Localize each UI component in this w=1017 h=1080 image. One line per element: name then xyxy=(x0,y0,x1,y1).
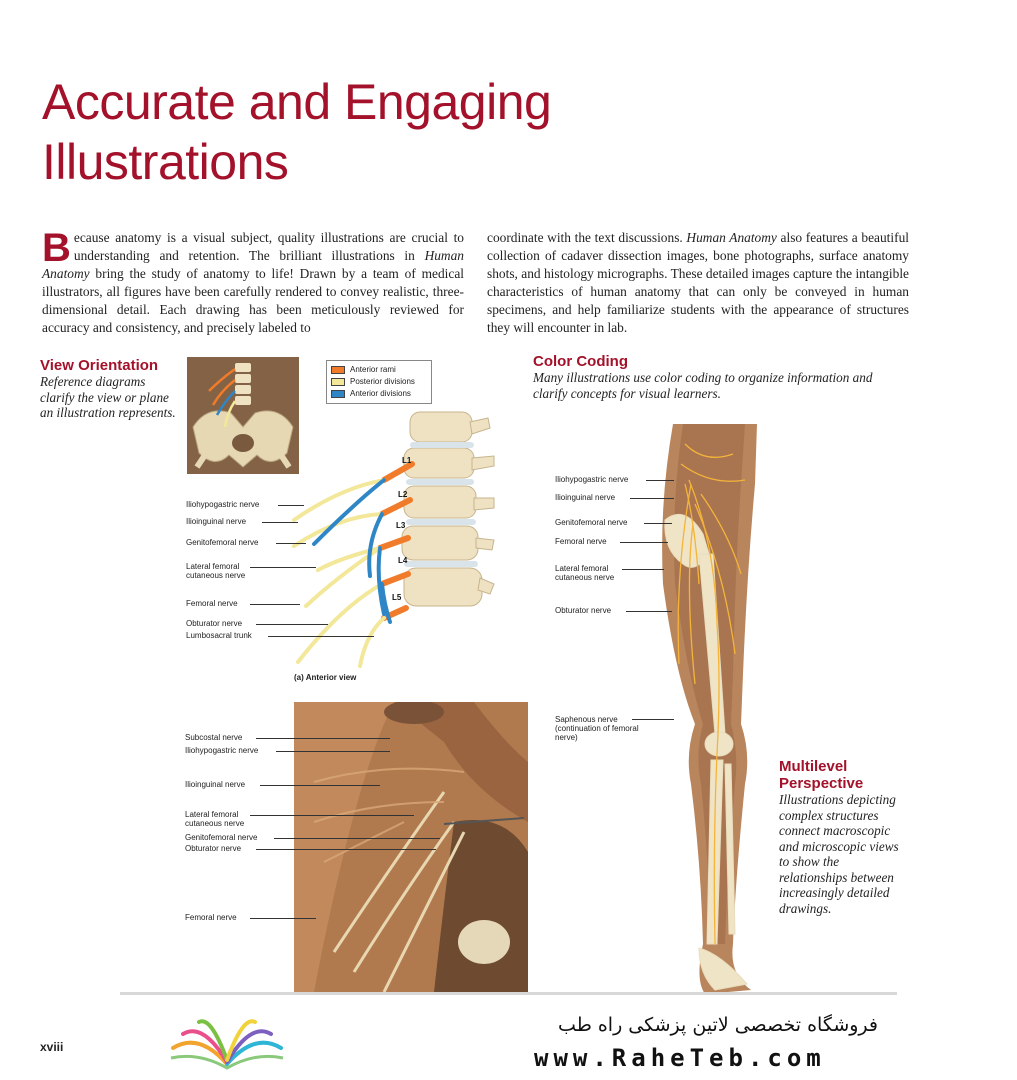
legend-swatch-yellow xyxy=(331,378,345,386)
level-label-l2: L2 xyxy=(398,490,408,499)
leader-line xyxy=(268,636,374,637)
leg-label: Genitofemoral nerve xyxy=(555,518,628,527)
panel-bottom-edge xyxy=(120,992,897,995)
intro-paragraph-2 xyxy=(487,229,909,337)
book-title-1: Human Anatomy xyxy=(42,248,464,281)
cadaver-label: Femoral nerve xyxy=(185,913,237,922)
store-url[interactable]: www.RaheTeb.com xyxy=(534,1044,826,1072)
view-orientation-heading: View Orientation xyxy=(40,357,159,374)
fig-a-label: Genitofemoral nerve xyxy=(186,538,259,547)
leader-line xyxy=(250,918,316,919)
page-title xyxy=(42,72,682,192)
drop-cap: B xyxy=(42,226,71,270)
intro-paragraph-1 xyxy=(42,226,464,337)
page-number: xviii xyxy=(40,1040,64,1054)
color-coding-text: Many illustrations use color coding to organize information and clarify concepts for visual learners. xyxy=(533,370,873,401)
legend-label: Anterior rami xyxy=(350,365,396,374)
legend-swatch-orange xyxy=(331,366,345,374)
color-coding-heading: Color Coding xyxy=(533,353,628,370)
leg-label: Obturator nerve xyxy=(555,606,612,615)
leader-line xyxy=(256,624,328,625)
level-label-l5: L5 xyxy=(392,593,402,602)
legend-swatch-blue xyxy=(331,390,345,398)
leader-line xyxy=(256,849,436,850)
leader-line xyxy=(274,838,440,839)
intro-column-2 xyxy=(487,229,909,337)
legend-item xyxy=(331,388,427,400)
cadaver-label: Subcostal nerve xyxy=(185,733,243,742)
leg-label: Femoral nerve xyxy=(555,537,607,546)
fig-a-label: Obturator nerve xyxy=(186,619,243,628)
leader-line xyxy=(630,498,674,499)
color-coding-callout xyxy=(533,353,893,401)
legend-label: Posterior divisions xyxy=(350,377,415,386)
leader-line xyxy=(260,785,380,786)
cadaver-label: Genitofemoral nerve xyxy=(185,833,258,842)
level-label-l1: L1 xyxy=(402,456,412,465)
leg-label: Ilioinguinal nerve xyxy=(555,493,616,502)
cadaver-label: Ilioinguinal nerve xyxy=(185,780,246,789)
lumbar-plexus-illustration xyxy=(280,408,500,672)
leader-line xyxy=(644,523,672,524)
intro-text-2a: coordinate with the text discussions. xyxy=(487,230,687,245)
leader-line xyxy=(632,719,674,720)
leader-line xyxy=(276,751,390,752)
legend-item xyxy=(331,376,427,388)
leader-line xyxy=(620,542,668,543)
leader-line xyxy=(276,543,306,544)
multilevel-perspective-callout xyxy=(779,758,909,916)
leader-line xyxy=(256,738,390,739)
multilevel-text: Illustrations depicting complex structures connect macroscopic and microscopic views to show the relationships between increasingly detailed drawings. xyxy=(779,792,899,916)
leader-line xyxy=(250,604,300,605)
leader-line xyxy=(262,522,298,523)
leader-line xyxy=(250,567,316,568)
intro-text-2b: also features a beautiful collection of cadaver dissection images, bone photographs, surface anatomy shots, and histology micrographs. These detailed images capture the intangible characteristics of human anatomy that can only be conveyed in human specimens, and help familiarize students with the appearance of structures they will encounter in lab. xyxy=(487,230,909,335)
title-line-2: Illustrations xyxy=(42,134,289,190)
intro-text-1a: ecause anatomy is a visual subject, quality illustrations are crucial to understanding and retention. The brilliant illustrations in xyxy=(73,230,464,263)
cadaver-label: Lateral femoral cutaneous nerve xyxy=(185,810,245,828)
cadaver-label: Obturator nerve xyxy=(185,844,242,853)
leader-line xyxy=(622,569,664,570)
leg-label: Iliohypogastric nerve xyxy=(555,475,629,484)
cadaver-dissection-photo xyxy=(294,702,528,992)
intro-column-1 xyxy=(42,226,464,337)
multilevel-heading-line-1: Multilevel xyxy=(779,758,848,775)
leader-line xyxy=(250,815,414,816)
view-orientation-callout xyxy=(40,357,182,421)
leg-nerve-illustration xyxy=(655,424,759,994)
book-title-2: Human Anatomy xyxy=(686,230,777,245)
leg-label: Lateral femoral cutaneous nerve xyxy=(555,564,615,582)
leader-line xyxy=(646,480,674,481)
store-name: فروشگاه تخصصی لاتین پزشکی راه طب xyxy=(558,1014,878,1036)
multilevel-heading xyxy=(779,758,909,792)
leader-line xyxy=(626,611,672,612)
fig-a-label: Lateral femoral cutaneous nerve xyxy=(186,562,246,580)
leader-line xyxy=(278,505,304,506)
legend-label: Anterior divisions xyxy=(350,389,411,398)
cadaver-label: Iliohypogastric nerve xyxy=(185,746,259,755)
level-label-l4: L4 xyxy=(398,556,408,565)
intro-text-1b: bring the study of anatomy to life! Drawn by a team of medical illustrators, all figures have been carefully rendered to convey realistic, three-dimensional detail. Each drawing has been meticulously reviewed for accuracy and consistency, and precisely labeled to xyxy=(42,266,464,335)
fig-a-label: Femoral nerve xyxy=(186,599,238,608)
multilevel-heading-line-2: Perspective xyxy=(779,775,864,792)
title-line-1: Accurate and Engaging xyxy=(42,74,552,130)
legend-item xyxy=(331,364,427,376)
fig-a-label: Iliohypogastric nerve xyxy=(186,500,260,509)
view-orientation-text: Reference diagrams clarify the view or plane an illustration represents. xyxy=(40,374,176,420)
fig-a-label: Lumbosacral trunk xyxy=(186,631,252,640)
fig-a-label: Ilioinguinal nerve xyxy=(186,517,247,526)
level-label-l3: L3 xyxy=(396,521,406,530)
color-legend xyxy=(326,360,432,404)
fig-a-caption: (a) Anterior view xyxy=(294,673,357,682)
leg-label: Saphenous nerve (continuation of femoral nerve) xyxy=(555,715,639,742)
open-book-logo xyxy=(165,1012,289,1074)
